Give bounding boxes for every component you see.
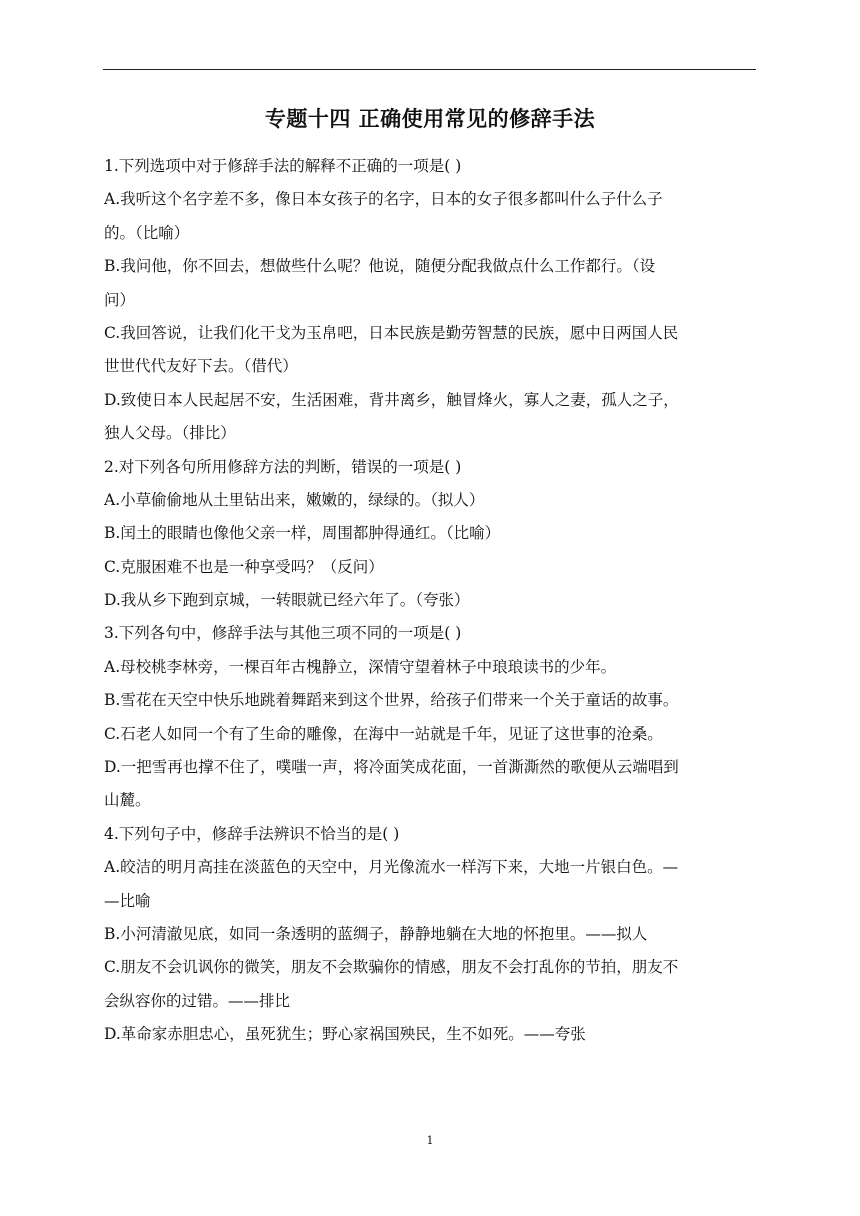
question-1-option-a: A.我听这个名字差不多，像日本女孩子的名字，日本的女子很多都叫什么子什么子 — [104, 190, 663, 209]
question-4-option-c-cont: 会纵容你的过错。——排比 — [104, 991, 291, 1010]
question-3-option-b: B.雪花在天空中快乐地跳着舞蹈来到这个世界，给孩子们带来一个关于童话的故事。 — [104, 691, 679, 710]
question-1-option-c: C.我回答说，让我们化干戈为玉帛吧，日本民族是勤劳智慧的民族，愿中日两国人民 — [104, 323, 679, 342]
question-1-option-d-cont: 独人父母。（排比） — [104, 424, 236, 443]
page-number: 1 — [426, 1134, 434, 1147]
question-2-option-c: C.克服困难不也是一种享受吗？（反问） — [104, 557, 384, 576]
question-1-option-c-cont: 世世代代友好下去。（借代） — [104, 357, 298, 376]
document-body — [104, 155, 754, 1057]
question-1-option-a-cont: 的。（比喻） — [104, 223, 190, 242]
question-2-option-a: A.小草偷偷地从土里钻出来，嫩嫩的，绿绿的。（拟人） — [104, 490, 485, 509]
question-4-option-a: A.皎洁的明月高挂在淡蓝色的天空中，月光像流水一样泻下来，大地一片银白色。— — [104, 858, 679, 877]
question-3-option-d: D.一把雪再也撑不住了，噗嗤一声，将冷面笑成花面，一首澌澌然的歌便从云端唱到 — [104, 758, 679, 777]
question-3-option-c: C.石老人如同一个有了生命的雕像，在海中一站就是千年，见证了这世事的沧桑。 — [104, 724, 663, 743]
question-2-option-b: B.闰土的眼睛也像他父亲一样，周围都肿得通红。（比喻） — [104, 524, 501, 543]
question-1-option-d: D.致使日本人民起居不安，生活困难，背井离乡，触冒烽火，寡人之妻，孤人之子， — [104, 390, 679, 409]
question-1-option-b: B.我问他，你不回去，想做些什么呢？他说，随便分配我做点什么工作都行。（设 — [104, 257, 656, 276]
question-2-stem: 2.对下列各句所用修辞方法的判断，错误的一项是( ) — [104, 457, 462, 476]
question-2-option-d: D.我从乡下跑到京城，一转眼就已经六年了。（夸张） — [104, 591, 470, 610]
question-4-option-d: D.革命家赤胆忠心，虽死犹生；野心家祸国殃民，生不如死。——夸张 — [104, 1025, 586, 1044]
question-4-option-a-cont: —比喻 — [104, 891, 151, 910]
question-1-option-b-cont: 问） — [104, 290, 136, 309]
question-4-option-c: C.朋友不会讥讽你的微笑，朋友不会欺骗你的情感，朋友不会打乱你的节拍，朋友不 — [104, 958, 679, 977]
question-4-option-b: B.小河清澈见底，如同一条透明的蓝绸子，静静地躺在大地的怀抱里。——拟人 — [104, 924, 648, 943]
header-rule — [103, 69, 756, 70]
question-3-option-d-cont: 山麓。 — [104, 791, 151, 810]
page-title: 专题十四 正确使用常见的修辞手法 — [264, 107, 596, 131]
question-4-stem: 4.下列句子中，修辞手法辨识不恰当的是( ) — [104, 824, 400, 843]
question-3-option-a: A.母校桃李林旁，一棵百年古槐静立，深情守望着林子中琅琅读书的少年。 — [104, 657, 617, 676]
question-1-stem: 1.下列选项中对于修辞手法的解释不正确的一项是( ) — [104, 157, 462, 175]
question-3-stem: 3.下列各句中，修辞手法与其他三项不同的一项是( ) — [104, 624, 462, 643]
